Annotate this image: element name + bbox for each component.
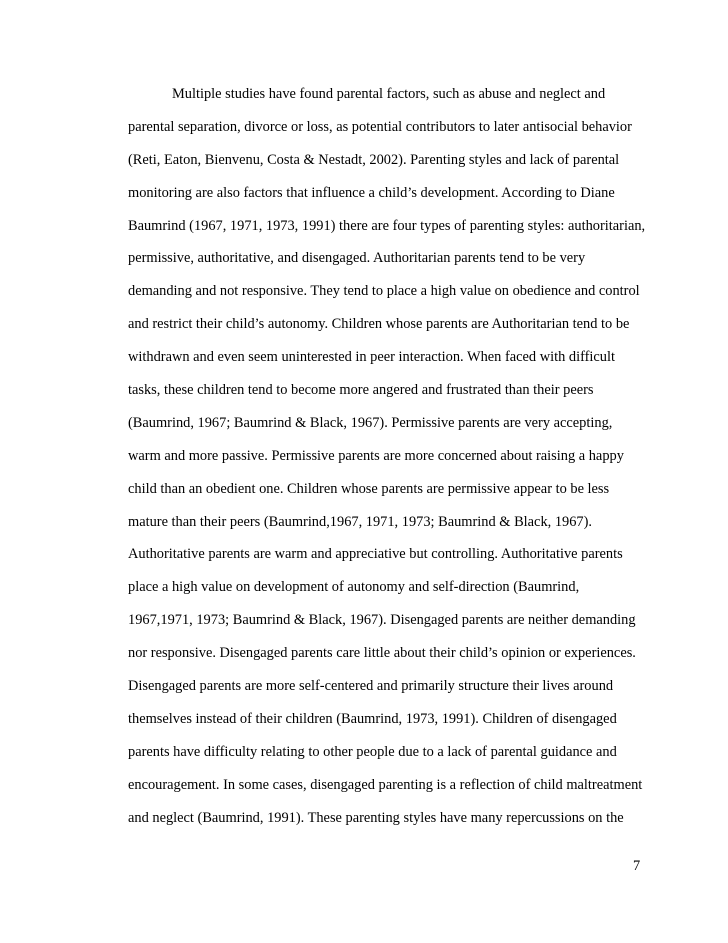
paragraph-line: warm and more passive. Permissive parents are more concerned about raising a happy [128,447,624,464]
paragraph-line: Multiple studies have found parental factors, such as abuse and neglect and [172,86,606,102]
body-paragraph [128,84,668,840]
paragraph-line: place a high value on development of autonomy and self-direction (Baumrind, [128,579,580,596]
paragraph-line: and neglect (Baumrind, 1991). These parenting styles have many repercussions on the [128,809,624,826]
paragraph-line: tasks, these children tend to become more angered and frustrated than their peers [128,382,594,399]
paragraph-line: (Reti, Eaton, Bienvenu, Costa & Nestadt, 2002). Parenting styles and lack of parental [128,151,620,168]
paragraph-line: and restrict their child’s autonomy. Children whose parents are Authoritarian tend to be [128,316,630,333]
paragraph-line: parents have difficulty relating to other people due to a lack of parental guidance and [128,743,617,760]
paragraph-line: 1967,1971, 1973; Baumrind & Black, 1967). Disengaged parents are neither demanding [128,612,636,629]
paragraph-line: themselves instead of their children (Baumrind, 1973, 1991). Children of disengaged [128,710,617,727]
paragraph-line: demanding and not responsive. They tend to place a high value on obedience and control [128,283,640,300]
paragraph-line: Disengaged parents are more self-centered and primarily structure their lives around [128,678,614,695]
page-number: 7 [633,858,641,874]
paragraph-line: nor responsive. Disengaged parents care little about their child’s opinion or experiences. [128,645,636,662]
paragraph-line: Authoritative parents are warm and appreciative but controlling. Authoritative parents [128,546,623,563]
paragraph-line: permissive, authoritative, and disengaged. Authoritarian parents tend to be very [128,250,586,267]
paragraph-line: withdrawn and even seem uninterested in peer interaction. When faced with difficult [128,349,615,366]
paragraph-line: encouragement. In some cases, disengaged parenting is a reflection of child maltreatment [128,776,643,793]
paragraph-line: (Baumrind, 1967; Baumrind & Black, 1967). Permissive parents are very accepting, [128,414,613,431]
paragraph-line: mature than their peers (Baumrind,1967, 1971, 1973; Baumrind & Black, 1967). [128,513,593,530]
paragraph-line: parental separation, divorce or loss, as potential contributors to later antisocial behavior [128,118,632,135]
paragraph-line: Baumrind (1967, 1971, 1973, 1991) there are four types of parenting styles: authoritarian, [128,217,646,234]
paragraph-line: monitoring are also factors that influence a child’s development. According to Diane [128,184,615,201]
paragraph-line: child than an obedient one. Children whose parents are permissive appear to be less [128,480,610,497]
